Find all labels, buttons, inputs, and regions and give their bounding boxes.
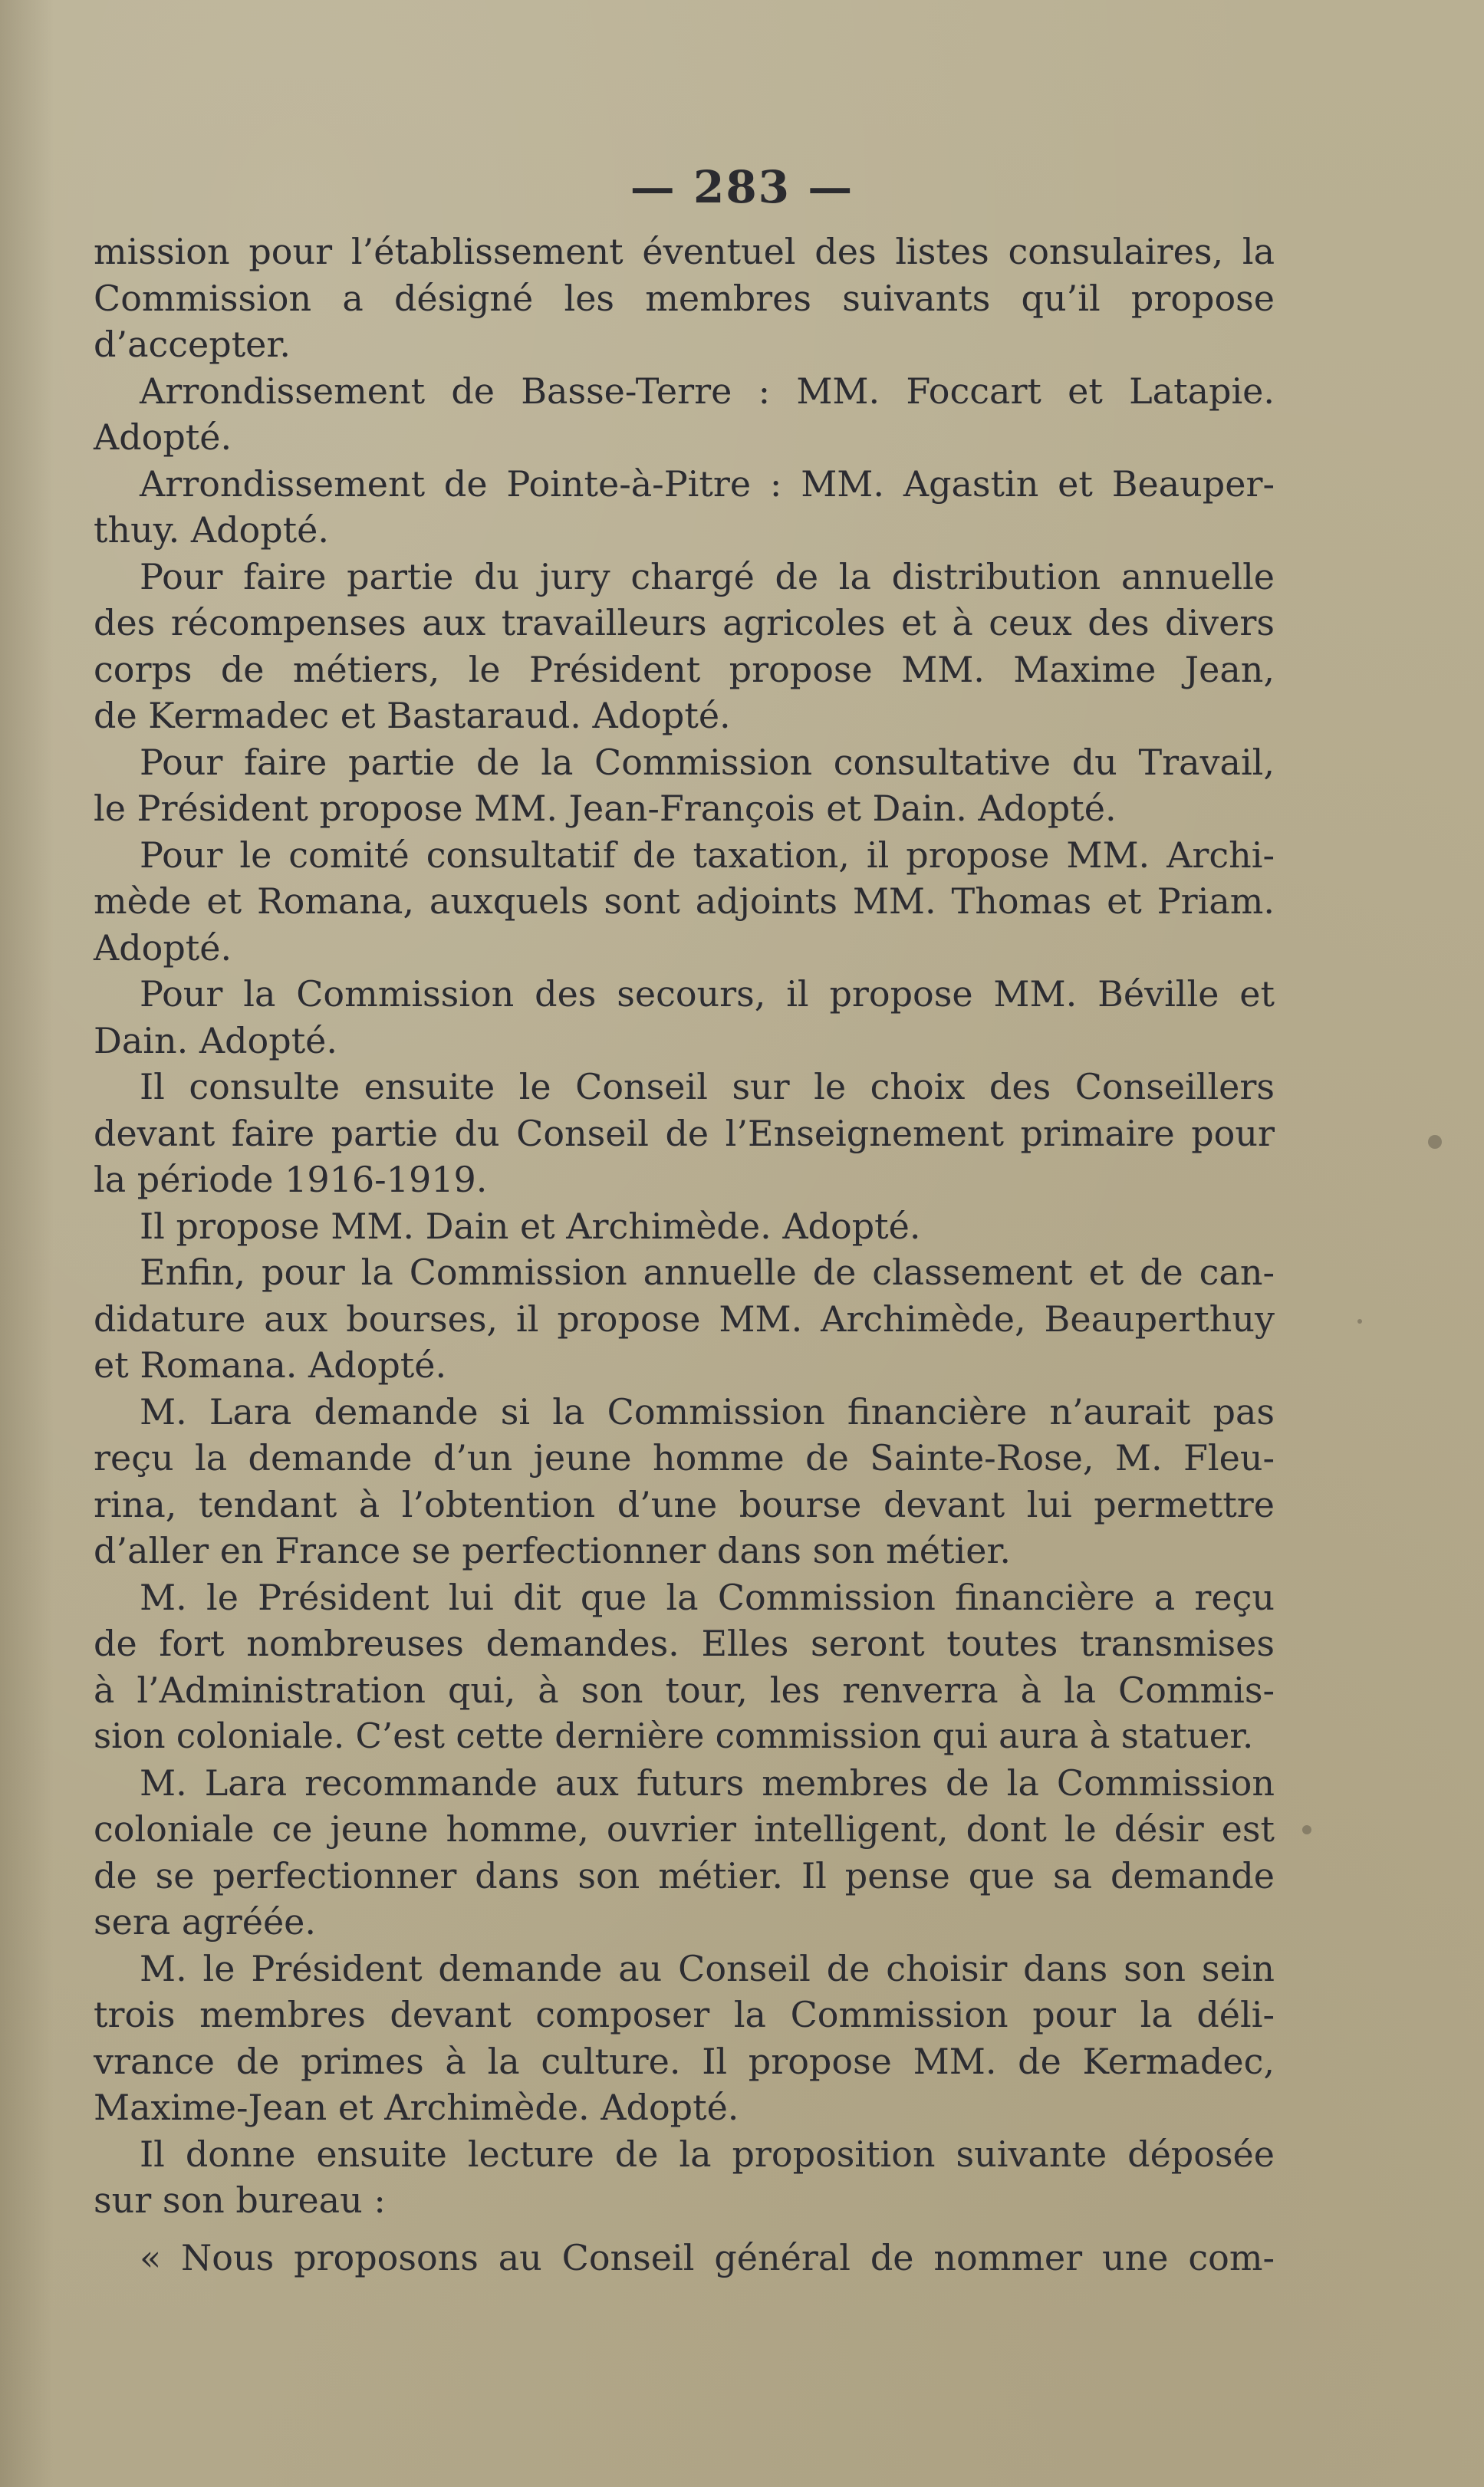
text-line: Dain. Adopté. (94, 1019, 338, 1061)
text-line: sera agréée. (94, 1901, 317, 1943)
ink-spot (1357, 1319, 1362, 1324)
text-line: devant faire partie du Conseil de l’Enseignement primaire pour (94, 1112, 1275, 1154)
text-line: Arrondissement de Pointe-à-Pitre : MM. Agastin et Beauper- (140, 462, 1275, 505)
text-line: M. Lara demande si la Commission financière n’aurait pas (140, 1390, 1275, 1433)
text-line: M. Lara recommande aux futurs membres de la Commission (140, 1762, 1275, 1804)
text-line: Pour faire partie de la Commission consultative du Travail, (140, 741, 1275, 783)
text-line: à l’Administration qui, à son tour, les renverra à la Commis- (94, 1669, 1275, 1711)
ink-spot (1428, 1135, 1442, 1149)
ink-spot (1302, 1825, 1311, 1834)
text-line: et Romana. Adopté. (94, 1344, 447, 1386)
text-line: trois membres devant composer la Commission pour la déli- (94, 1994, 1275, 2035)
body-text (94, 229, 1275, 2281)
text-line: le Président propose MM. Jean-François et Dain. Adopté. (94, 788, 1117, 829)
text-line: mède et Romana, auxquels sont adjoints MM. Thomas et Priam. (94, 880, 1275, 922)
text-line: Pour la Commission des secours, il propose MM. Béville et (140, 973, 1275, 1015)
text-line: rina, tendant à l’obtention d’une bourse devant lui permettre (94, 1483, 1275, 1525)
text-line: corps de métiers, le Président propose MM. Maxime Jean, (94, 648, 1275, 690)
text-line: sion coloniale. C’est cette dernière commission qui aura à statuer. (94, 1716, 1254, 1756)
text-line: mission pour l’établissement éventuel des listes consulaires, la (94, 231, 1275, 272)
text-line: Pour faire partie du jury chargé de la distribution annuelle (140, 555, 1275, 597)
text-line: Adopté. (94, 416, 232, 458)
text-line: des récompenses aux travailleurs agricoles et à ceux des divers (94, 602, 1275, 643)
text-line: de Kermadec et Bastaraud. Adopté. (94, 695, 731, 736)
text-line: reçu la demande d’un jeune homme de Sainte-Rose, M. Fleu- (94, 1437, 1275, 1479)
text-line: M. le Président lui dit que la Commission financière a reçu (140, 1576, 1275, 1618)
text-line: M. le Président demande au Conseil de choisir dans son sein (140, 1947, 1275, 1989)
text-line: Il donne ensuite lecture de la proposition suivante déposée (140, 2133, 1275, 2175)
text-line: vrance de primes à la culture. Il propose MM. de Kermadec, (94, 2040, 1275, 2082)
text-line: Maxime-Jean et Archimède. Adopté. (94, 2087, 739, 2128)
page-edge-shadow (0, 0, 54, 2487)
text-line: Il consulte ensuite le Conseil sur le choix des Conseillers (140, 1066, 1275, 1107)
text-line: sur son bureau : (94, 2179, 386, 2221)
text-line: de se perfectionner dans son métier. Il pense que sa demande (94, 1854, 1275, 1897)
text-line: la période 1916-1919. (94, 1159, 488, 1200)
text-line: de fort nombreuses demandes. Elles seront toutes transmises (94, 1623, 1275, 1664)
text-line: Enfin, pour la Commission annuelle de classement et de can- (140, 1252, 1275, 1293)
text-line: d’accepter. (94, 324, 291, 365)
text-line: thuy. Adopté. (94, 509, 329, 551)
text-line: d’aller en France se perfectionner dans son métier. (94, 1530, 1011, 1571)
text-line: didature aux bourses, il propose MM. Archimède, Beauperthuy (94, 1298, 1275, 1340)
text-line: Arrondissement de Basse-Terre : MM. Foccart et Latapie. (140, 370, 1275, 412)
text-line: Commission a désigné les membres suivants qu’il propose (94, 277, 1275, 319)
text-line: Il propose MM. Dain et Archimède. Adopté. (140, 1205, 921, 1247)
text-line: Adopté. (94, 926, 232, 969)
text-line: coloniale ce jeune homme, ouvrier intelligent, dont le désir est (94, 1808, 1275, 1850)
text-line: « Nous proposons au Conseil général de nommer une com- (140, 2236, 1275, 2278)
text-line: Pour le comité consultatif de taxation, il propose MM. Archi- (140, 834, 1275, 876)
page-number: — 283 — (630, 161, 854, 213)
